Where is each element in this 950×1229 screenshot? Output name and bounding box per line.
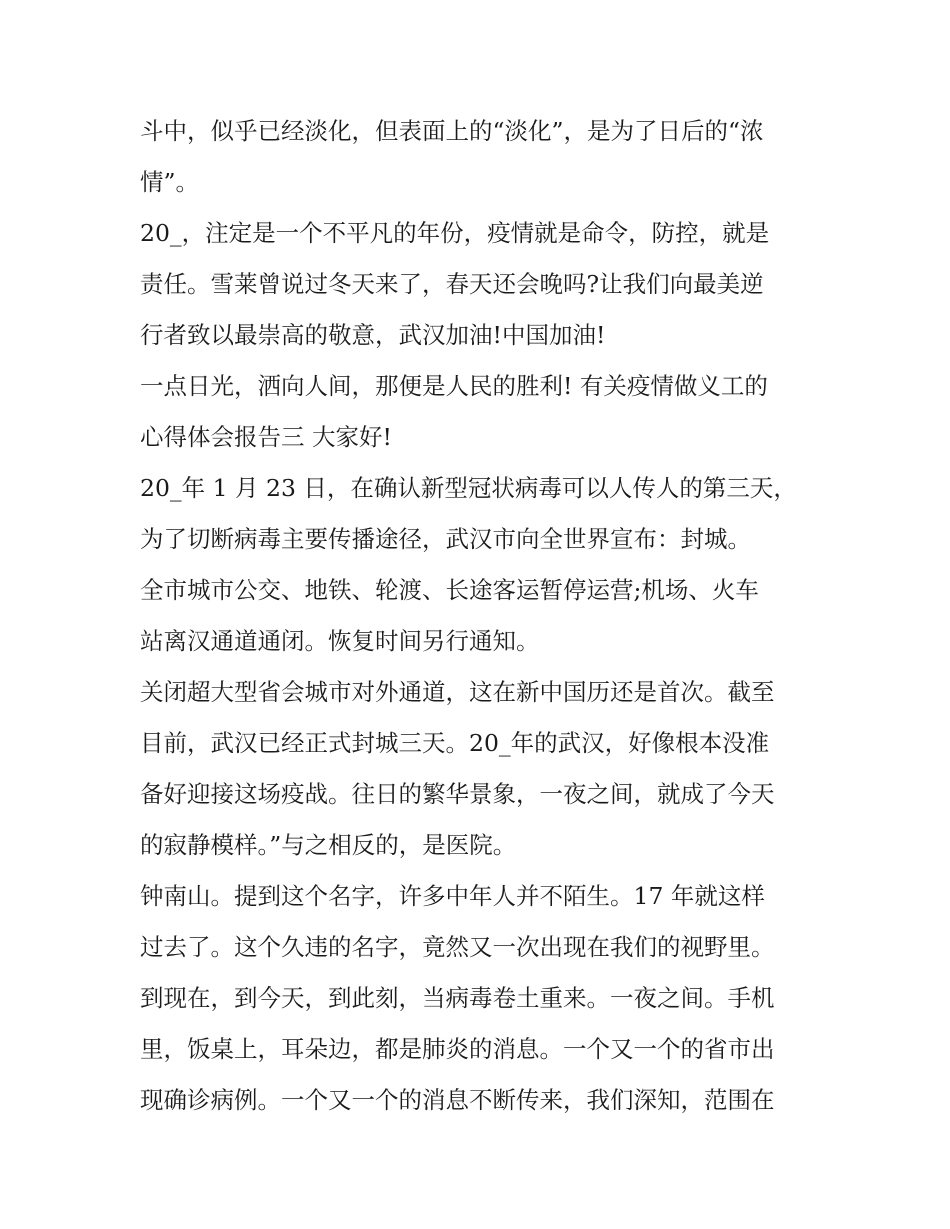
text-line: 20_，注定是一个不平凡的年份，疫情就是命令，防控，就是 xyxy=(140,219,770,247)
text-line: 现确诊病例。一个又一个的消息不断传来，我们深知，范围在 xyxy=(140,1086,775,1114)
body-text xyxy=(140,106,820,1126)
text-line: 情”。 xyxy=(140,168,200,196)
text-line: 行者致以最崇高的敬意，武汉加油!中国加油! xyxy=(140,321,606,349)
text-line: 过去了。这个久违的名字，竟然又一次出现在我们的视野里。 xyxy=(140,933,775,961)
text-line: 站离汉通道通闭。恢复时间另行通知。 xyxy=(140,627,540,655)
text-line: 到现在，到今天，到此刻，当病毒卷土重来。一夜之间。手机 xyxy=(140,984,775,1012)
text-line: 一点日光，洒向人间，那便是人民的胜利! 有关疫情做义工的 xyxy=(140,372,768,400)
text-line: 责任。雪莱曾说过冬天来了，春天还会晚吗?让我们向最美逆 xyxy=(140,270,764,298)
text-line: 斗中，似乎已经淡化，但表面上的“淡化”，是为了日后的“浓 xyxy=(140,117,764,145)
text-line: 为了切断病毒主要传播途径，武汉市向全世界宣布：封城。 xyxy=(140,525,751,553)
text-line: 目前，武汉已经正式封城三天。20_年的武汉，好像根本没准 xyxy=(140,729,770,757)
text-line: 的寂静模样。”与之相反的，是医院。 xyxy=(140,831,517,859)
text-line: 全市城市公交、地铁、轮渡、长途客运暂停运营;机场、火车 xyxy=(140,576,759,604)
text-line: 钟南山。提到这个名字，许多中年人并不陌生。17 年就这样 xyxy=(140,882,765,910)
text-line: 里，饭桌上，耳朵边，都是肺炎的消息。一个又一个的省市出 xyxy=(140,1035,775,1063)
text-line: 备好迎接这场疫战。往日的繁华景象，一夜之间，就成了今天 xyxy=(140,780,775,808)
text-line: 心得体会报告三 大家好! xyxy=(140,423,392,451)
text-line: 关闭超大型省会城市对外通道，这在新中国历还是首次。截至 xyxy=(140,678,775,706)
text-line: 20_年 1 月 23 日，在确认新型冠状病毒可以人传人的第三天， xyxy=(140,474,797,502)
